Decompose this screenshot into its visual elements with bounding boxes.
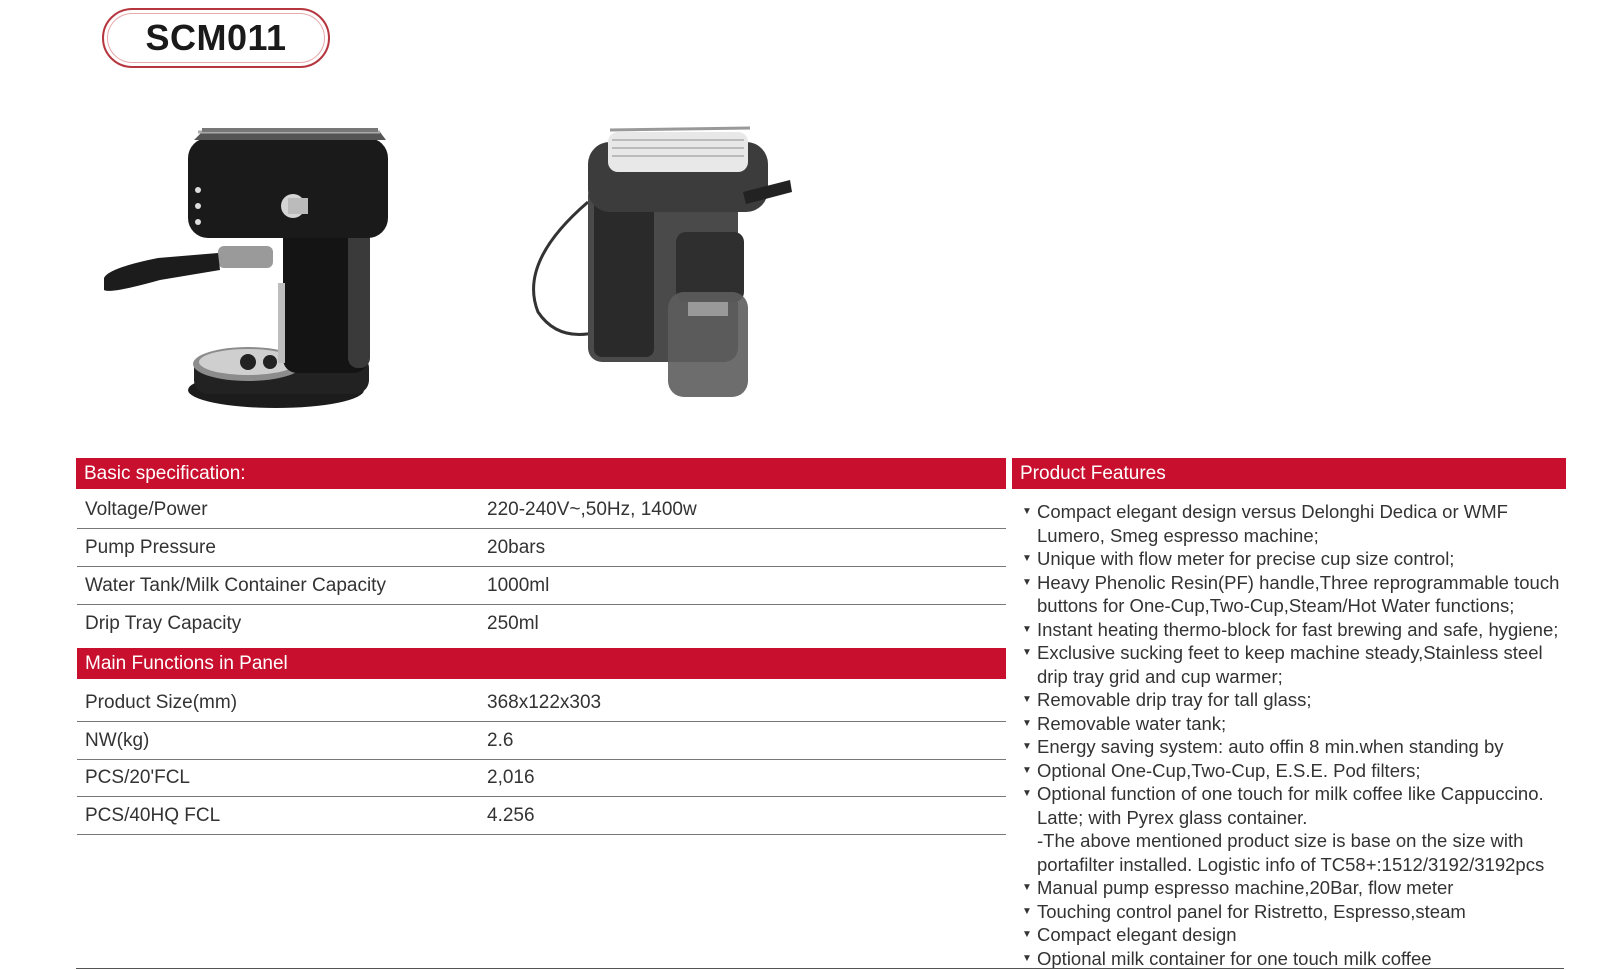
- bullet-icon: ▼: [1022, 506, 1032, 517]
- model-badge: [102, 8, 330, 68]
- spec-label: PCS/40HQ FCL: [85, 805, 221, 826]
- spec-row: [77, 722, 1006, 760]
- spec-label: PCS/20'FCL: [85, 767, 191, 788]
- bullet-icon: ▼: [1022, 694, 1032, 705]
- feature-item: ▼ Compact elegant design versus Delonghi Dedica or WMF: [1022, 501, 1508, 522]
- feature-item: buttons for One-Cup,Two-Cup,Steam/Hot Water functions;: [1037, 595, 1515, 616]
- feature-item: ▼ Optional One-Cup,Two-Cup, E.S.E. Pod filters;: [1022, 759, 1421, 781]
- feature-item: ▼ Exclusive sucking feet to keep machine steady,Stainless steel: [1022, 642, 1543, 663]
- product-features-header: Product Features: [1012, 458, 1566, 489]
- spec-label: NW(kg): [85, 730, 150, 751]
- product-photo-side: [528, 112, 828, 412]
- feature-item: ▼ Unique with flow meter for precise cup size control;: [1022, 548, 1455, 569]
- bullet-icon: ▼: [1022, 929, 1032, 940]
- product-photo-front: [98, 118, 418, 428]
- spec-label: Drip Tray Capacity: [85, 613, 242, 634]
- spec-label: Voltage/Power: [85, 499, 208, 520]
- basic-spec-header: Basic specification:: [76, 458, 1006, 489]
- bullet-icon: ▼: [1022, 623, 1032, 635]
- spec-value: 220-240V~,50Hz, 1400w: [487, 499, 697, 520]
- model-name: SCM011: [145, 17, 287, 58]
- feature-item: ▼ Compact elegant design: [1022, 924, 1237, 945]
- bottom-divider: [76, 968, 1564, 969]
- spec-label: Product Size(mm): [85, 692, 238, 713]
- bullet-icon: ▼: [1022, 905, 1032, 917]
- spec-row: [77, 529, 1006, 567]
- bullet-icon: ▼: [1022, 647, 1032, 658]
- spec-value: 20bars: [487, 537, 546, 558]
- feature-item: Latte; with Pyrex glass container.: [1037, 806, 1308, 828]
- spec-row: [77, 605, 1006, 643]
- feature-item: ▼ Removable drip tray for tall glass;: [1022, 689, 1312, 710]
- feature-item: drip tray grid and cup warmer;: [1037, 665, 1283, 687]
- feature-item: ▼ Energy saving system: auto offin 8 min.when standing by: [1022, 736, 1504, 757]
- spec-value: 250ml: [487, 613, 539, 634]
- feature-item: ▼ Removable water tank;: [1022, 712, 1227, 734]
- bullet-icon: ▼: [1022, 764, 1032, 776]
- feature-item: ▼ Touching control panel for Ristretto, Espresso,steam: [1022, 900, 1466, 922]
- features-list: [1022, 500, 1602, 970]
- bullet-icon: ▼: [1022, 741, 1032, 752]
- bullet-icon: ▼: [1022, 882, 1032, 893]
- spec-label: Water Tank/Milk Container Capacity: [85, 575, 386, 596]
- spec-value: 368x122x303: [487, 692, 602, 713]
- bullet-icon: ▼: [1022, 788, 1032, 799]
- spec-row: [77, 491, 1006, 529]
- spec-value: 4.256: [487, 805, 535, 826]
- feature-item: portafilter installed. Logistic info of TC58+:1512/3192/3192pcs: [1037, 853, 1545, 875]
- bullet-icon: ▼: [1022, 553, 1032, 564]
- feature-item: -The above mentioned product size is base on the size with: [1037, 830, 1524, 851]
- feature-item: ▼ Optional milk container for one touch milk coffee: [1022, 947, 1432, 969]
- spec-row: [77, 684, 1006, 722]
- bullet-icon: ▼: [1022, 717, 1032, 729]
- spec-label: Pump Pressure: [85, 537, 216, 558]
- feature-item: ▼ Heavy Phenolic Resin(PF) handle,Three reprogrammable touch: [1022, 571, 1560, 593]
- feature-item: Lumero, Smeg espresso machine;: [1037, 524, 1319, 546]
- spec-row: [77, 797, 1006, 835]
- feature-item: ▼ Optional function of one touch for milk coffee like Cappuccino.: [1022, 783, 1544, 804]
- spec-row: [77, 567, 1006, 605]
- spec-value: 2.6: [487, 730, 514, 751]
- main-functions-header: Main Functions in Panel: [77, 648, 1006, 679]
- bullet-icon: ▼: [1022, 952, 1032, 964]
- bullet-icon: ▼: [1022, 576, 1032, 588]
- spec-value: 1000ml: [487, 575, 550, 596]
- spec-value: 2,016: [487, 767, 535, 788]
- feature-item: ▼ Instant heating thermo-block for fast brewing and safe, hygiene;: [1022, 618, 1559, 640]
- feature-item: ▼ Manual pump espresso machine,20Bar, flow meter: [1022, 877, 1454, 898]
- spec-row: [77, 759, 1006, 797]
